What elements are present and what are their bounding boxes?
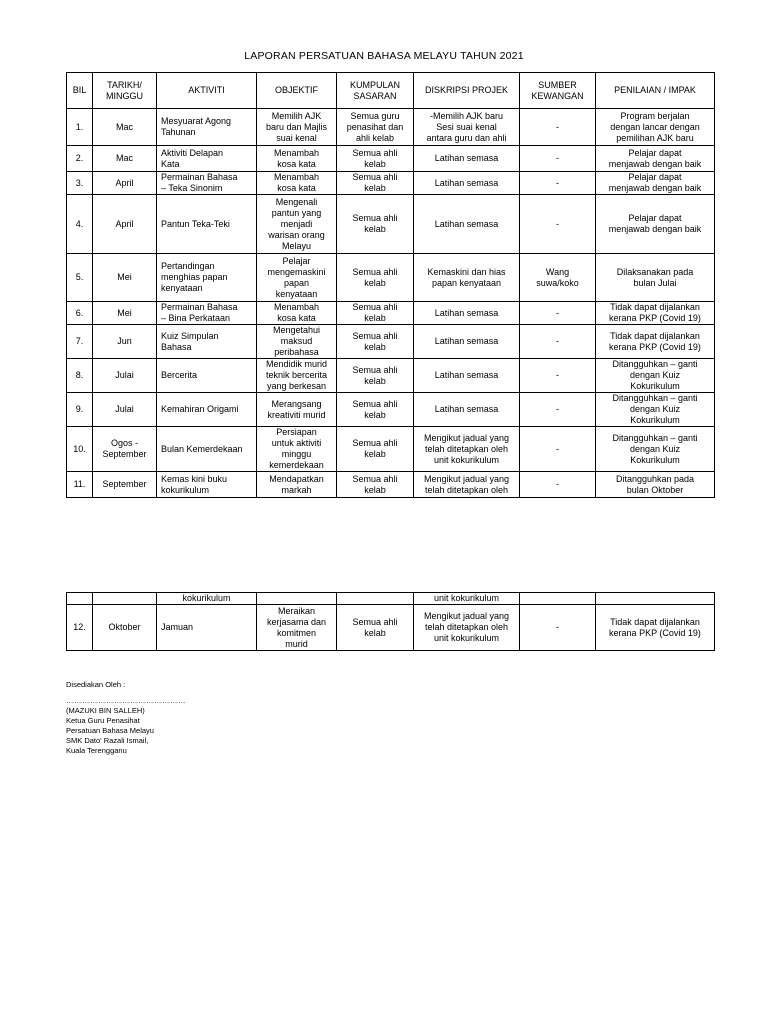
cell-objektif: Mendidik murid teknik bercerita yang berkesan — [257, 359, 337, 393]
cell-tarikh: Jun — [93, 325, 157, 359]
cell-kumpulan: Semua ahli kelab — [337, 195, 414, 254]
cell-sumber: - — [520, 427, 596, 472]
cell-sumber: - — [520, 359, 596, 393]
cell-diskripsi: Latihan semasa — [414, 393, 520, 427]
cell-tarikh: Julai — [93, 359, 157, 393]
cell-diskripsi: Latihan semasa — [414, 146, 520, 172]
table-row — [67, 427, 715, 472]
cell-sumber: - — [520, 472, 596, 498]
cell-aktiviti: Bulan Kemerdekaan — [157, 427, 257, 472]
cell-sumber: - — [520, 393, 596, 427]
cell-bil: 7. — [67, 325, 93, 359]
prepared-by-label: Disediakan Oleh : — [66, 680, 126, 689]
cell-aktiviti: Bercerita — [157, 359, 257, 393]
cell-penilaian: Pelajar dapat menjawab dengan baik — [596, 195, 715, 254]
cell-kumpulan: Semua ahli kelab — [337, 325, 414, 359]
table-row — [67, 254, 715, 302]
cell-kumpulan: Semua ahli kelab — [337, 472, 414, 498]
cell-bil: 3. — [67, 172, 93, 195]
header-penilaian: PENILAIAN / IMPAK — [596, 73, 715, 109]
cell-objektif: Mengenali pantun yang menjadi warisan orang Melayu — [257, 195, 337, 254]
cell-bil: 4. — [67, 195, 93, 254]
table-row — [67, 195, 715, 254]
table-row — [67, 146, 715, 172]
cell-objektif: Menambah kosa kata — [257, 172, 337, 195]
cell-diskripsi: Mengikut jadual yang telah ditetapkan oleh — [414, 472, 520, 498]
cell-diskripsi: Latihan semasa — [414, 325, 520, 359]
cell-kumpulan: Semua ahli kelab — [337, 427, 414, 472]
continuation-row — [67, 593, 715, 605]
cell-tarikh: Oktober — [93, 605, 157, 651]
signatory-location: Kuala Terengganu — [66, 746, 127, 755]
cell-penilaian: Ditangguhkan – ganti dengan Kuiz Kokurikulum — [596, 427, 715, 472]
header-bil: BIL — [67, 73, 93, 109]
cell-sumber: - — [520, 605, 596, 651]
table-row — [67, 302, 715, 325]
cell-tarikh: Mei — [93, 254, 157, 302]
cell-aktiviti: Mesyuarat Agong Tahunan — [157, 109, 257, 146]
cell-kumpulan: Semua ahli kelab — [337, 254, 414, 302]
cell-kumpulan: Semua ahli kelab — [337, 605, 414, 651]
header-aktiviti: AKTIVITI — [157, 73, 257, 109]
signatory-title: Ketua Guru Penasihat — [66, 716, 140, 725]
cell-penilaian: Ditangguhkan – ganti dengan Kuiz Kokurikulum — [596, 359, 715, 393]
cell-aktiviti: Aktiviti Delapan Kata — [157, 146, 257, 172]
cell-sumber: - — [520, 325, 596, 359]
cell-objektif: Mengetahui maksud peribahasa — [257, 325, 337, 359]
cell-tarikh: Julai — [93, 393, 157, 427]
cell-objektif: Menambah kosa kata — [257, 146, 337, 172]
cell-empty — [257, 593, 337, 605]
cell-diskripsi: Latihan semasa — [414, 302, 520, 325]
cell-aktiviti-continued: kokurikulum — [157, 593, 257, 605]
report-table — [66, 72, 715, 498]
table-row — [67, 393, 715, 427]
cell-aktiviti: Kuiz Simpulan Bahasa — [157, 325, 257, 359]
cell-kumpulan: Semua ahli kelab — [337, 172, 414, 195]
header-kumpulan: KUMPULAN SASARAN — [337, 73, 414, 109]
cell-bil: 9. — [67, 393, 93, 427]
cell-bil: 1. — [67, 109, 93, 146]
cell-aktiviti: Pantun Teka-Teki — [157, 195, 257, 254]
cell-penilaian: Pelajar dapat menjawab dengan baik — [596, 146, 715, 172]
cell-diskripsi: Latihan semasa — [414, 172, 520, 195]
cell-aktiviti: Permainan Bahasa – Bina Perkataan — [157, 302, 257, 325]
cell-penilaian: Pelajar dapat menjawab dengan baik — [596, 172, 715, 195]
cell-diskripsi: Mengikut jadual yang telah ditetapkan oleh unit kokurikulum — [414, 427, 520, 472]
table-body — [67, 109, 715, 498]
report-table-continued — [66, 592, 715, 651]
cell-aktiviti: Pertandingan menghias papan kenyataan — [157, 254, 257, 302]
cell-penilaian: Ditangguhkan pada bulan Oktober — [596, 472, 715, 498]
cell-sumber: - — [520, 302, 596, 325]
cell-kumpulan: Semua guru penasihat dan ahli kelab — [337, 109, 414, 146]
cell-kumpulan: Semua ahli kelab — [337, 146, 414, 172]
cell-penilaian: Tidak dapat dijalankan kerana PKP (Covid 19) — [596, 325, 715, 359]
cell-penilaian: Tidak dapat dijalankan kerana PKP (Covid 19) — [596, 302, 715, 325]
cell-diskripsi: -Memilih AJK baru Sesi suai kenal antara guru dan ahli — [414, 109, 520, 146]
cell-tarikh: Mac — [93, 146, 157, 172]
cell-bil: 11. — [67, 472, 93, 498]
signatory-school: SMK Dato' Razali Ismail, — [66, 736, 149, 745]
cell-bil: 10. — [67, 427, 93, 472]
cell-tarikh: Ogos - September — [93, 427, 157, 472]
cell-sumber: - — [520, 195, 596, 254]
cell-kumpulan: Semua ahli kelab — [337, 393, 414, 427]
cell-kumpulan: Semua ahli kelab — [337, 359, 414, 393]
cell-sumber: - — [520, 146, 596, 172]
cell-bil: 12. — [67, 605, 93, 651]
cell-tarikh: September — [93, 472, 157, 498]
cell-objektif: Meraikan kerjasama dan komitmen murid — [257, 605, 337, 651]
cell-penilaian: Dilaksanakan pada bulan Julai — [596, 254, 715, 302]
header-objektif: OBJEKTIF — [257, 73, 337, 109]
cell-penilaian: Ditangguhkan – ganti dengan Kuiz Kokurikulum — [596, 393, 715, 427]
signatory-name: (MAZUKI BIN SALLEH) — [66, 706, 145, 715]
cell-tarikh: Mei — [93, 302, 157, 325]
table-row — [67, 359, 715, 393]
cell-empty — [337, 593, 414, 605]
table-row — [67, 109, 715, 146]
cell-objektif: Merangsang kreativiti murid — [257, 393, 337, 427]
table-row — [67, 472, 715, 498]
header-sumber: SUMBER KEWANGAN — [520, 73, 596, 109]
report-title: LAPORAN PERSATUAN BAHASA MELAYU TAHUN 2021 — [244, 50, 524, 62]
cell-sumber: - — [520, 109, 596, 146]
cell-objektif: Mendapatkan markah — [257, 472, 337, 498]
cell-diskripsi-continued: unit kokurikulum — [414, 593, 520, 605]
cell-penilaian: Tidak dapat dijalankan kerana PKP (Covid 19) — [596, 605, 715, 651]
cell-objektif: Menambah kosa kata — [257, 302, 337, 325]
table-row — [67, 325, 715, 359]
cell-objektif: Persiapan untuk aktiviti minggu kemerdekaan — [257, 427, 337, 472]
cell-diskripsi: Kemaskini dan hias papan kenyataan — [414, 254, 520, 302]
header-diskripsi: DISKRIPSI PROJEK — [414, 73, 520, 109]
signatory-organization: Persatuan Bahasa Melayu — [66, 726, 154, 735]
cell-sumber: Wang suwa/koko — [520, 254, 596, 302]
cell-penilaian: Program berjalan dengan lancar dengan pemilihan AJK baru — [596, 109, 715, 146]
signature-line: ……………………………………… — [66, 696, 186, 705]
cell-tarikh: April — [93, 172, 157, 195]
cell-objektif: Memilih AJK baru dan Majlis suai kenal — [257, 109, 337, 146]
cell-tarikh: April — [93, 195, 157, 254]
cell-aktiviti: Jamuan — [157, 605, 257, 651]
cell-bil: 2. — [67, 146, 93, 172]
cell-empty — [67, 593, 93, 605]
cell-diskripsi: Latihan semasa — [414, 359, 520, 393]
table-row — [67, 605, 715, 651]
cell-aktiviti: Kemahiran Origami — [157, 393, 257, 427]
cell-empty — [596, 593, 715, 605]
cell-aktiviti: Permainan Bahasa – Teka Sinonim — [157, 172, 257, 195]
cell-sumber: - — [520, 172, 596, 195]
table-header-row — [67, 73, 715, 109]
header-tarikh: TARIKH/ MINGGU — [93, 73, 157, 109]
cell-objektif: Pelajar mengemaskini papan kenyataan — [257, 254, 337, 302]
signature-block — [66, 680, 186, 756]
table-body-continued — [67, 593, 715, 651]
cell-tarikh: Mac — [93, 109, 157, 146]
cell-empty — [520, 593, 596, 605]
cell-diskripsi: Latihan semasa — [414, 195, 520, 254]
cell-diskripsi: Mengikut jadual yang telah ditetapkan oleh unit kokurikulum — [414, 605, 520, 651]
cell-aktiviti: Kemas kini buku kokurikulum — [157, 472, 257, 498]
cell-kumpulan: Semua ahli kelab — [337, 302, 414, 325]
table-row — [67, 172, 715, 195]
cell-bil: 8. — [67, 359, 93, 393]
cell-bil: 5. — [67, 254, 93, 302]
cell-empty — [93, 593, 157, 605]
cell-bil: 6. — [67, 302, 93, 325]
